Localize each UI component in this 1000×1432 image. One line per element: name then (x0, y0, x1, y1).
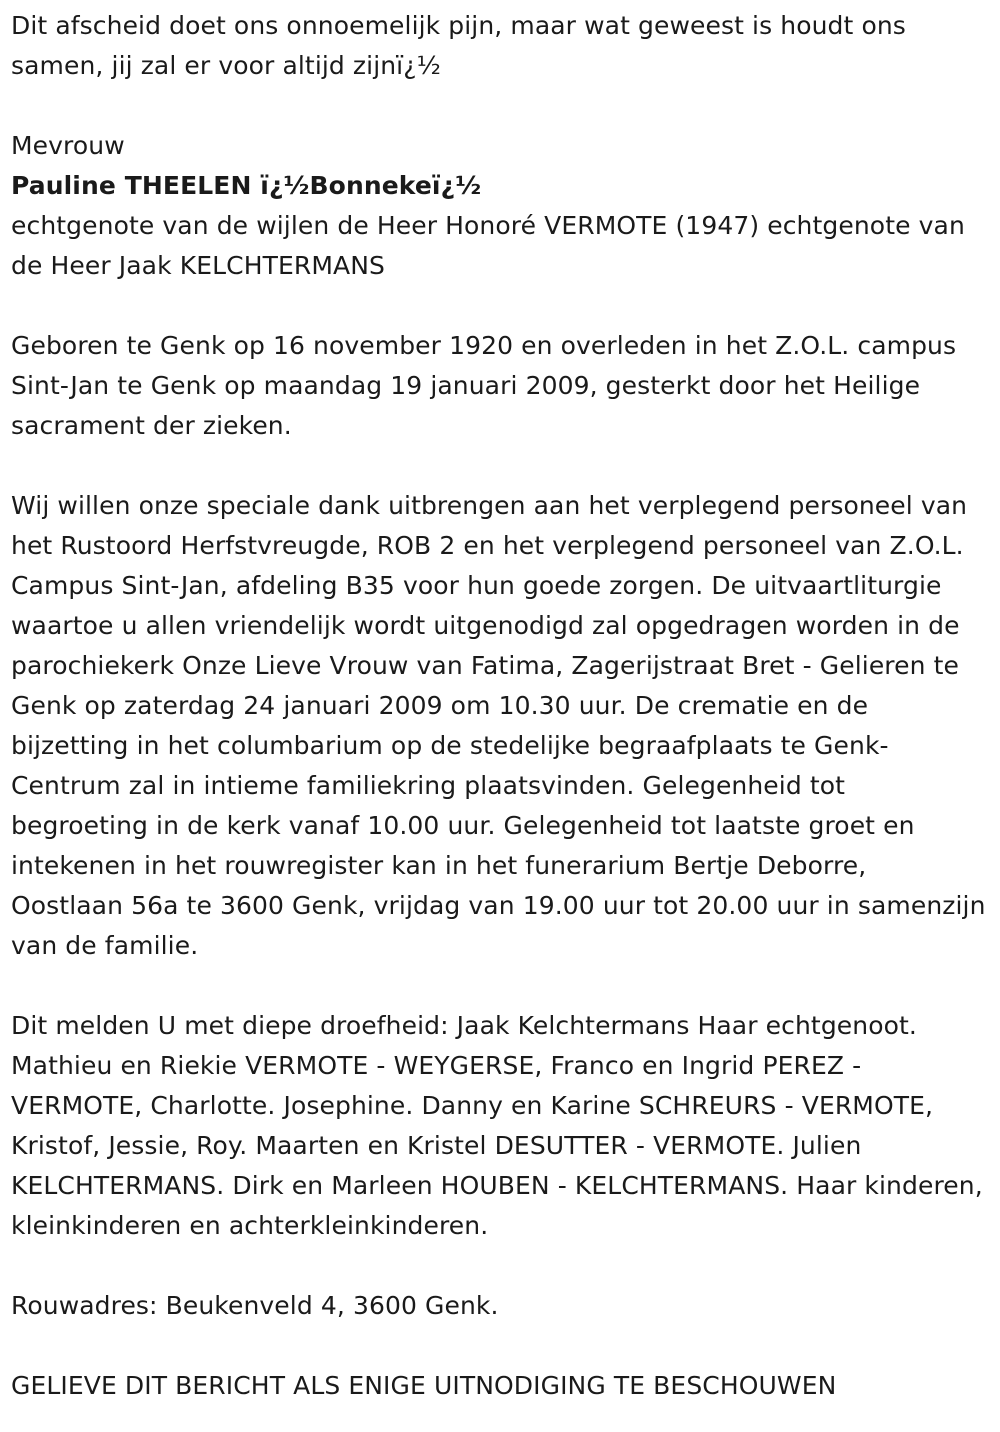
closing-line: GELIEVE DIT BERICHT ALS ENIGE UITNODIGING TE BESCHOUWEN (11, 1371, 837, 1400)
family-paragraph: Dit melden U met diepe droefheid: Jaak Kelchtermans Haar echtgenoot. Mathieu en Riekie VERMOTE - WEYGERSE, Franco en Ingrid PEREZ - VERMOTE, Charlotte. Josephine. Danny en Karine SCHREURS - VERMOTE, Kristof, Jessie, Roy. Maarten en Kristel DESUTTER - VERMOTE. Julien KELCHTERMANS. Dirk en Marleen HOUBEN - KELCHTERMANS. Haar kinderen, kleinkinderen en achterkleinkinderen. (11, 1011, 983, 1240)
spacer (11, 1246, 986, 1286)
thanks-paragraph: Wij willen onze speciale dank uitbrengen aan het verplegend personeel van het Rustoord Herfstvreugde, ROB 2 en het verplegend personeel van Z.O.L. Campus Sint-Jan, afdeling B35 voor hun goede zorgen. De uitvaartliturgie waartoe u allen vriendelijk wordt uitgenodigd zal opgedragen worden in de parochiekerk Onze Lieve Vrouw van Fatima, Zagerijstraat Bret - Gelieren te Genk op zaterdag 24 januari 2009 om 10.30 uur. De crematie en de bijzetting in het columbarium op de stedelijke begraafplaats te Genk-Centrum zal in intieme familiekring plaatsvinden. Gelegenheid tot begroeting in de kerk vanaf 10.00 uur. Gelegenheid tot laatste groet en intekenen in het rouwregister kan in het funerarium Bertje Deborre, Oostlaan 56a te 3600 Genk, vrijdag van 19.00 uur tot 20.00 uur in samenzijn van de familie. (11, 491, 986, 960)
opening-quote: Dit afscheid doet ons onnoemelijk pijn, maar wat geweest is houdt ons samen, jij zal er voor altijd zijnï¿½ (11, 11, 906, 80)
spacer (11, 446, 986, 486)
spacer (11, 86, 986, 126)
deceased-name: Pauline THEELEN ï¿½Bonnekeï¿½ (11, 171, 482, 200)
mourning-address: Rouwadres: Beukenveld 4, 3600 Genk. (11, 1291, 499, 1320)
spouse-line: echtgenote van de wijlen de Heer Honoré VERMOTE (1947) echtgenote van de Heer Jaak KELCHTERMANS (11, 211, 965, 280)
salutation: Mevrouw (11, 131, 125, 160)
birth-death-paragraph: Geboren te Genk op 16 november 1920 en overleden in het Z.O.L. campus Sint-Jan te Genk op maandag 19 januari 2009, gesterkt door het Heilige sacrament der zieken. (11, 331, 957, 440)
spacer (11, 286, 986, 326)
spacer (11, 1326, 986, 1366)
spacer (11, 966, 986, 1006)
